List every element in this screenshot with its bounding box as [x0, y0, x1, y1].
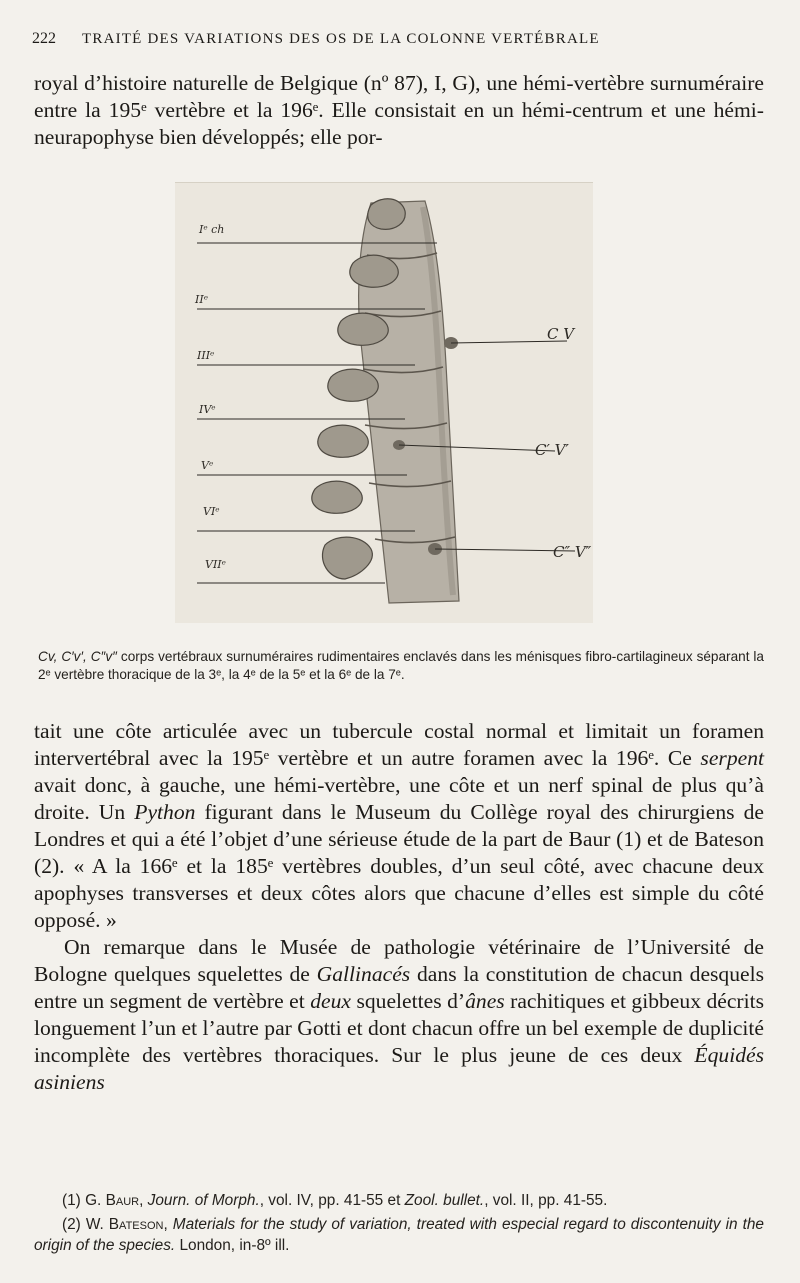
label-1: Iᵉ ch	[199, 223, 225, 236]
paragraph-2-part-1: tait une côte articulée avec un tubercule costal normal et limitait un foramen intervertébral avec la 195ᵉ vertèbre et un autre foramen avec la 196ᵉ. Ce	[34, 719, 764, 770]
footnote-1-mid: , vol. IV, pp. 41-55 et	[259, 1192, 405, 1209]
paragraph-2-part-3: figurant dans le Museum du Collège royal des chirurgiens de Londres et qui a été l’objet d’une sérieuse étude de la part de Baur (1) et de Bateson (2). « A la 166ᵉ et la 185ᵉ vertèbres doubles, d’un seul côté, avec chacune deux apophyses transverses et deux côtes alors que chacune d’elles est simple du côté opposé. »	[34, 800, 764, 932]
footnote-1-author: Baur	[105, 1192, 140, 1209]
paragraph-2-part-2: avait donc, à gauche, une hémi-vertèbre, une côte et un nerf spinal de plus qu’à droite. Un	[34, 773, 764, 824]
term-deux: deux	[310, 989, 351, 1013]
footnote-2-title: Materials for the study of variation, treated with especial regard to discontenuity in the origin of the species.	[34, 1216, 764, 1254]
callout-c1v1: C′ V′	[535, 441, 569, 459]
term-gallinaces: Gallinacés	[316, 962, 411, 986]
running-title: TRAITÉ DES VARIATIONS DES OS DE LA COLONNE VERTÉBRALE	[82, 31, 600, 47]
footnote-2-marker: (2) W.	[62, 1216, 109, 1233]
paragraph-2	[34, 718, 764, 934]
vertebral-column-figure	[175, 182, 593, 623]
vertebrae-illustration	[175, 183, 593, 623]
footnote-1-marker: (1) G.	[62, 1192, 106, 1209]
page-number: 222	[32, 30, 56, 47]
label-4: IVᵉ	[199, 403, 216, 416]
paragraph-3	[34, 934, 764, 1096]
footnote-2: (2) W. Bateson, Materials for the study of variation, treated with especial regard to discontenuity in the origin of the species. London, in-8º ill.	[34, 1216, 764, 1254]
label-2: IIᵉ	[195, 293, 208, 306]
footnote-1-journal-2: Zool. bullet.	[404, 1192, 485, 1209]
paragraph-3-part-3: squelettes d’	[351, 989, 466, 1013]
term-equides: Équidés asiniens	[34, 1043, 764, 1094]
footnote-1-end: , vol. II, pp. 41-55.	[484, 1192, 608, 1209]
callout-c2v2: C″ V″	[553, 543, 592, 561]
figure-caption	[38, 648, 764, 684]
callout-cv: C V	[547, 325, 575, 343]
term-anes: ânes	[465, 989, 505, 1013]
running-head	[32, 30, 760, 48]
label-6: VIᵉ	[203, 505, 220, 518]
caption-symbols: Cv, C′v′, C″v″	[38, 649, 117, 664]
footnotes	[34, 1190, 764, 1256]
label-7: VIIᵉ	[205, 558, 226, 571]
paragraph-1	[34, 70, 764, 151]
footnote-1: (1) G. Baur, Journ. of Morph., vol. IV, pp. 41-55 et Zool. bullet., vol. II, pp. 41-55.	[62, 1192, 608, 1209]
footnote-2-end: London, in-8º ill.	[175, 1237, 290, 1254]
paragraph-3-part-2: dans la constitution de chacun desquels entre un segment de vertèbre et	[34, 962, 765, 1013]
paragraph-1-text: royal d’histoire naturelle de Belgique (nº 87), I, G), une hémi-vertèbre surnuméraire entre la 195ᵉ vertèbre et la 196ᵉ. Elle consistait en un hémi-centrum et une hémi-neurapophyse bien développés; elle por-	[34, 71, 764, 149]
term-python: Python	[134, 800, 196, 824]
footnote-1-journal: Journ. of Morph.	[147, 1192, 260, 1209]
caption-text: corps vertébraux surnuméraires rudimentaires enclavés dans les ménisques fibro-cartilagineux séparant la 2ᵉ vertèbre thoracique de la 3ᵉ, la 4ᵉ de la 5ᵉ et la 6ᵉ de la 7ᵉ.	[38, 649, 764, 682]
paragraph-3-part-4: rachitiques et gibbeux décrits longuement l’un et l’autre par Gotti et dont chacun offre un bel exemple de duplicité incomplète des vertèbres thoraciques. Sur le plus jeune de ces deux	[34, 989, 765, 1067]
footnote-2-author: Bateson	[108, 1216, 164, 1233]
body-text	[34, 718, 764, 1096]
paragraph-3-part-1: On remarque dans le Musée de pathologie vétérinaire de l’Université de Bologne quelques squelettes de	[34, 935, 764, 986]
term-serpent: serpent	[700, 746, 764, 770]
label-3: IIIᵉ	[197, 349, 215, 362]
label-5: Vᵉ	[201, 459, 214, 472]
